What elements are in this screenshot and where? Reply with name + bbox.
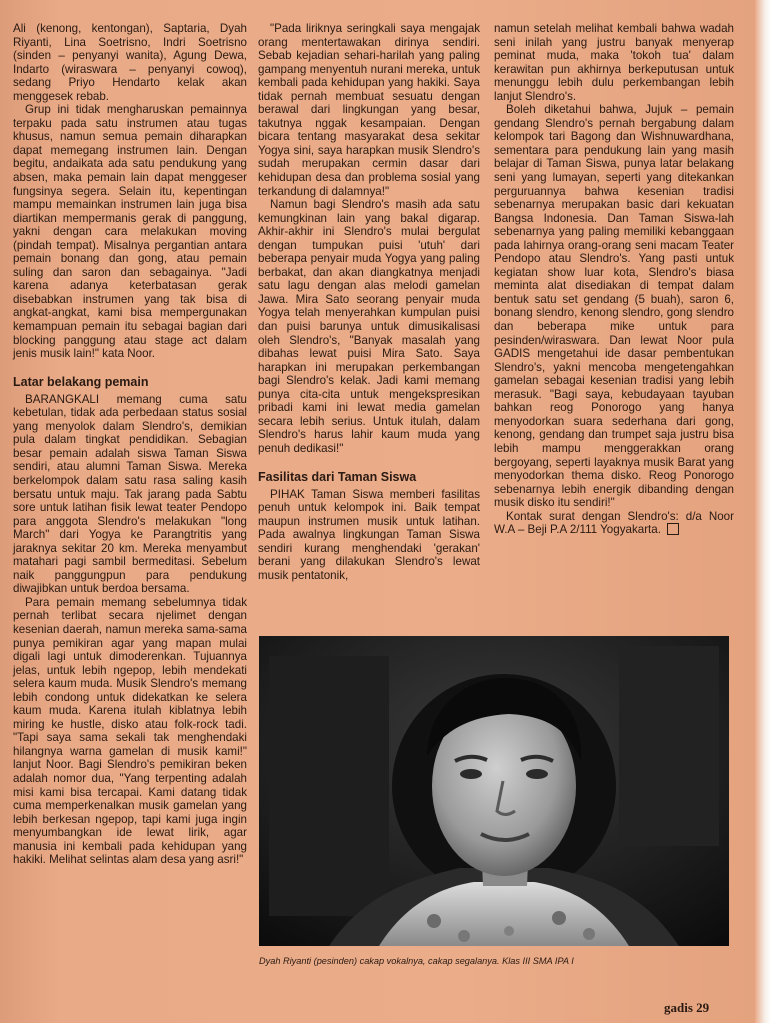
photo-caption: Dyah Riyanti (pesinden) cakap vokalnya, cakap segalanya. Klas III SMA IPA I: [259, 956, 574, 966]
text-column-2: [258, 22, 480, 582]
text-column-3: [494, 22, 734, 537]
paragraph: Namun bagi Slendro's masih ada satu kemungkinan lain yang bakal digarap. Akhir-akhir ini Slendro's mulai bergulat dengan tumpukan puisi 'utuh' dari beberapa penyair muda Yogya yang paling berbakat, dan akan diangkatnya menjadi satu lagu dengan alas melodi gamelan Jawa. Mira Sato seorang penyair muda Yogya telah menyerahkan kumpulan puisi dan puisi barunya untuk dimusikalisasi oleh Slendro's, "Banyak masalah yang dibahas lewat puisi Mira Sato. Saya harapkan ini merupakan perkembangan bagi Slendro's kelak. Jadi kami memang punya cita-cita untuk mengekspresikan pribadi kami ini lewat media gamelan secara lebih serius. Untuk itulah, dalam Slendro's harus lahir kaum muda yang penuh dedikasi!": [258, 198, 480, 455]
paragraph: PIHAK Taman Siswa memberi fasilitas penuh untuk kelompok ini. Baik tempat maupun instrumen musik untuk latihan. Pada awalnya lingkungan Taman Siswa sendiri kurang menghendaki 'gerakan' berani yang dilakukan Slendro's lewat musik pentatonik,: [258, 487, 480, 582]
page-edge: [755, 0, 771, 1023]
page-number: 29: [696, 1000, 710, 1015]
contact-text: Kontak surat dengan Slendro's: d/a Noor W.A – Beji P.A 2/111 Yogyakarta.: [494, 509, 734, 537]
section-heading: Latar belakang pemain: [13, 374, 149, 389]
paragraph: BARANGKALI memang cuma satu kebetulan, tidak ada perbedaan status sosial yang menyolok dalam Slendro's, demikian pula dalam tingkat pendidikan. Sebagian besar pemain adalah siswa Taman Siswa sendiri, atau alumni Taman Siswa. Mereka berkelompok dalam satu rasa saling kasih bersatu untuk maju. Tak jarang pada Sabtu sore untuk latihan fisik lewat teater Pendopo para anggota Slendro's melakukan "long March" dari Yogya ke Parangtritis yang jaraknya sekitar 20 km. Mereka menyambut matahari pagi sambil bermeditasi. Sebelum naik panggungpun para pendukung diwajibkan untuk berdoa bersama.: [13, 392, 247, 596]
portrait-photo: [259, 636, 729, 946]
text-column-1: [13, 22, 247, 867]
section-heading: Fasilitas dari Taman Siswa: [258, 469, 417, 484]
paragraph: "Pada liriknya seringkali saya mengajak orang mentertawakan dirinya sendiri. Sebab kejadian sehari-harilah yang paling gampang menyentuh nurani mereka, untuk kembali pada kehidupan yang hakiki. Saya tidak pernah membuat sesuatu dengan berawal dari lingkungan yang besar, takutnya nggak kesampaian. Dengan bicara tentang masyarakat desa sekitar Yogya sini, saya harapkan musik Slendro's sudah merupakan cermin dasar dari kehidupan desa dan problema sosial yang terkandung di dalamnya!": [258, 22, 480, 198]
paragraph: Ali (kenong, kentongan), Saptaria, Dyah Riyanti, Lina Soetrisno, Indri Soetrisno (sinden – penyanyi wanita), Agung Dewa, Indarto (wiraswara – penyanyi cowoq), sedang Priyo Hendarto kelak akan menggesek rebab.: [13, 22, 247, 103]
end-mark-icon: [667, 523, 679, 535]
portrait-illustration: [259, 636, 729, 946]
paragraph: Grup ini tidak mengharuskan pemainnya terpaku pada satu instrumen atau tugas khusus, namun semua pemain diharapkan dapat memegang instrumen lain. Dengan begitu, andaikata ada satu pendukung yang absen, maka pemain lain dapat menggeser fungsinya segera. Selain itu, kepentingan mampu memainkan instrumen lain juga bisa diartikan mempermanis gerak di panggung, yakni dengan cara melakukan moving (pindah tempat). Misalnya pergantian antara pemain bonang dan gong, atau pemain suling dan saron dan sebagainya. "Jadi karena adanya keterbatasan gerak disebabkan instrumen yang tak bisa di angkat-angkat, kami bisa mempergunakan kemampuan pemain itu sebagai bagian dari blocking panggung atau stage act dalam jenis musik lain!" kata Noor.: [13, 103, 247, 361]
contact-paragraph: [494, 510, 734, 537]
paragraph: Para pemain memang sebelumnya tidak pernah terlibat secara njelimet dengan kesenian daerah, namun mereka sama-sama punya pemikiran agar yang mapan mulai digali lagi untuk dimoderenkan. Tujuannya jelas, untuk lebih ngepop, lebih mendekati selera kaum muda. Musik Slendro's memang lebih condong untuk didekatkan ke selera kaum muda. Karena itulah kiblatnya lebih miring ke hustle, disko atau folk-rock tadi. "Tapi saya sama sekali tak menghendaki hilangnya warna gamelan di musik kami!" lanjut Noor. Bagi Slendro's pemikiran beken adalah nomor dua, "Yang terpenting adalah misi kami bisa tercapai. Kami datang tidak cuma memperkenalkan musik gamelan yang lebih berkesan ngepop, tapi kami juga ingin menyumbangkan ide lewat lirik, agar manusia ini kembali pada kehidupan yang hakiki. Melihat selintas alam desa yang asri!": [13, 595, 247, 867]
magazine-name: gadis: [664, 1000, 693, 1015]
page-folio: [664, 1000, 709, 1016]
paragraph: namun setelah melihat kembali bahwa wadah seni inilah yang justru banyak menyerap peminat muda, maka 'tokoh tua' dalam kerawitan pun akhirnya berkeputusan untuk menunggu lebih dulu perkembangan lebih lanjut Slendro's.: [494, 22, 734, 103]
paragraph: Boleh diketahui bahwa, Jujuk – pemain gendang Slendro's pernah bergabung dalam kelompok tari Bagong dan Wishnuwardhana, sementara para pendukung lain yang masih belajar di Taman Siswa, punya latar belakang seni yang lumayan, seperti yang ditekankan perguruannya bahwa kesenian tradisi sebenarnya merupakan basic dari kekuatan Bangsa Indonesia. Dan Taman Siswa-lah sebenarnya yang paling memiliki kebanggaan pada lahirnya orang-orang seni macam Teater Pendopo atau Slendro's. Yang pasti untuk kegiatan show luar kota, Slendro's biasa meminta alat disediakan di tempat dalam bentuk satu set gendang (5 buah), saron 6, bonang slendro, kenong slendro, gong slendro dan beberapa mike untuk para pesinden/wiraswara. Dan lewat Noor pula GADIS mengetahui ide dasar pembentukan Slendro's, yakni mencoba mengetengahkan gamelan sebagai kesenian tradisi yang lebih merasuk. "Bagi saya, kebudayaan tayuban bahkan reog Ponorogo yang hanya menyodorkan suara sederhana dari gong, kenong, gendang dan trumpet saja justru bisa lebih mampu menggerakkan orang bergoyang, seperti layaknya musik Barat yang menyodorkan thema disko. Reog Ponorogo sebenarnya lebih energik dibanding dengan musik disko itu sendiri!": [494, 103, 734, 510]
